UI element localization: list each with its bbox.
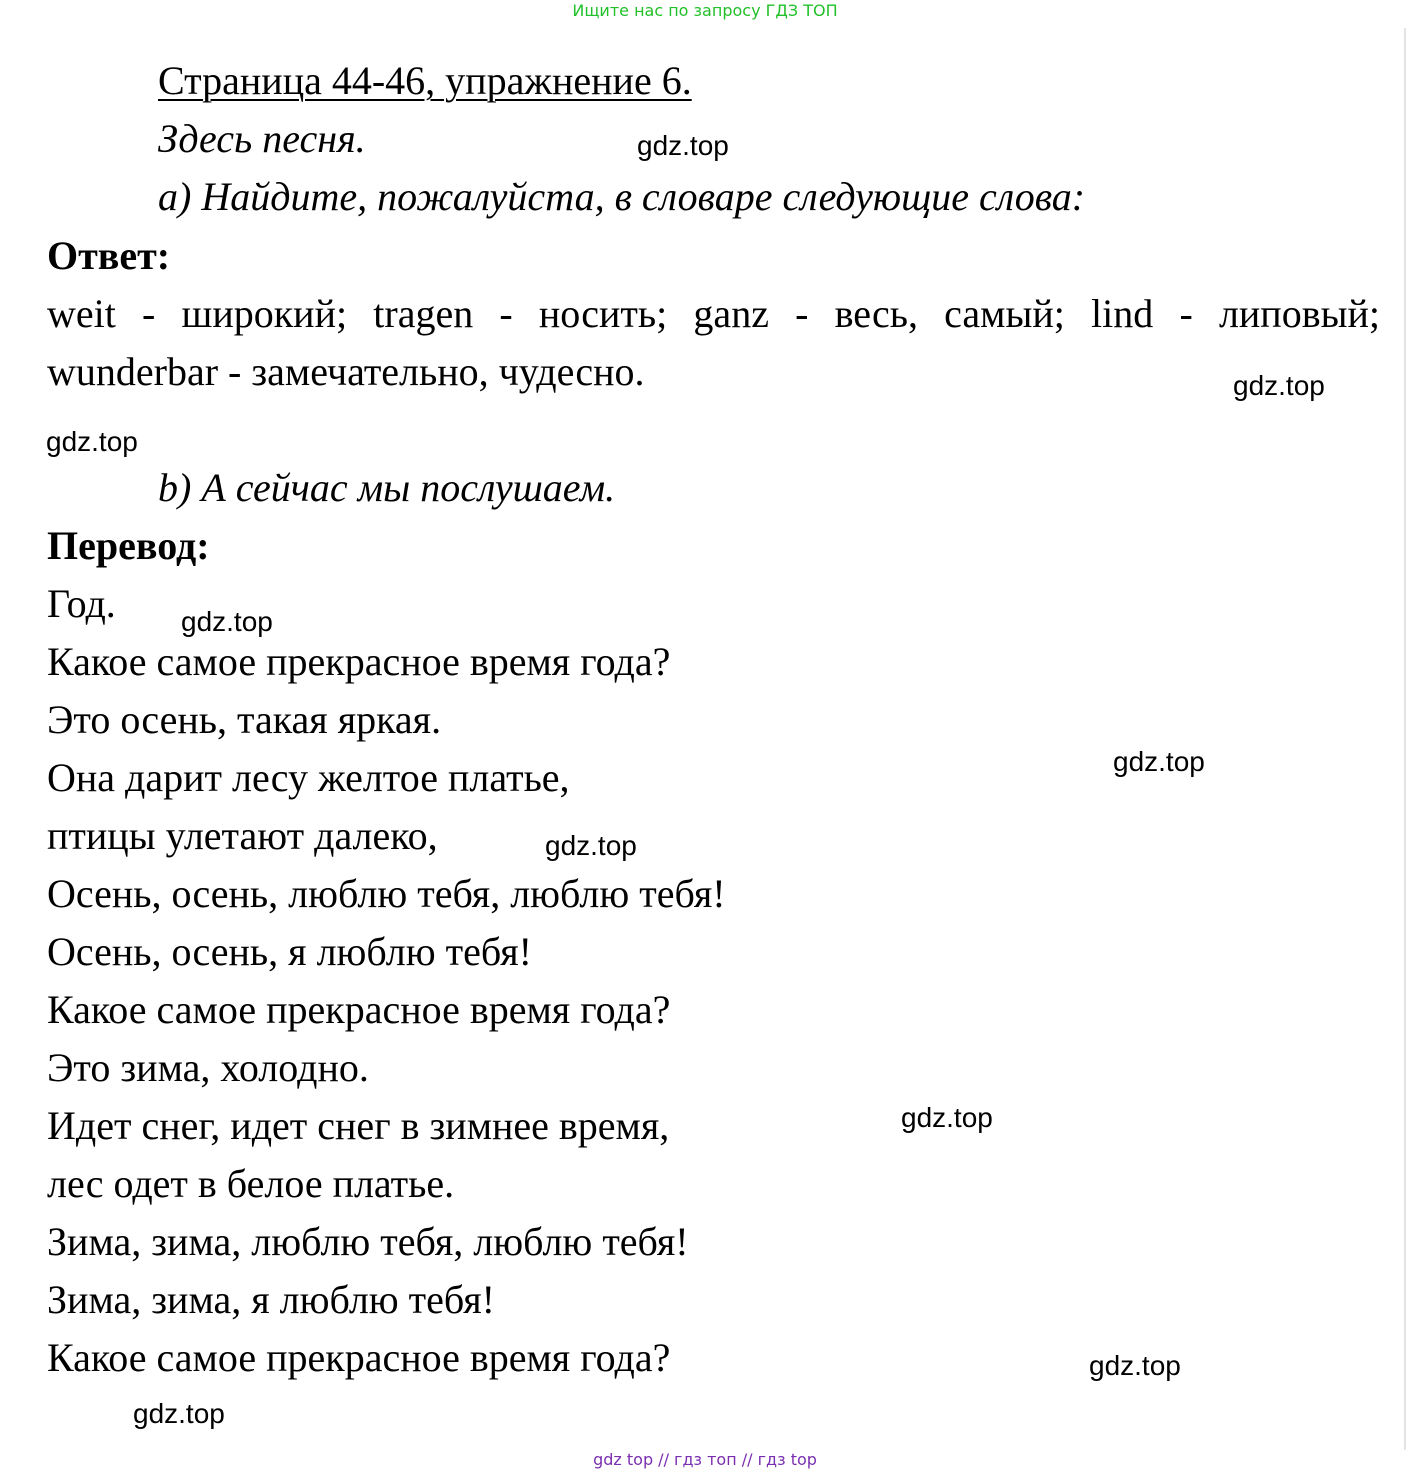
watermark: gdz.top xyxy=(545,830,637,861)
translation-heading: Перевод: xyxy=(47,523,210,568)
watermark: gdz.top xyxy=(637,130,729,161)
watermark: gdz.top xyxy=(1233,370,1325,401)
watermark: gdz.top xyxy=(133,1398,225,1429)
translation-line: Какое самое прекрасное время года? xyxy=(47,639,671,684)
translation-line: птицы улетают далеко, xyxy=(47,813,438,858)
translation-line: Какое самое прекрасное время года? xyxy=(47,987,671,1032)
watermark: gdz.top xyxy=(901,1102,993,1133)
task-a: a) Найдите, пожалуйста, в словаре следующие слова: xyxy=(158,174,1086,219)
watermark: gdz.top xyxy=(181,606,273,637)
translation-line: Зима, зима, люблю тебя, люблю тебя! xyxy=(47,1219,689,1264)
translation-line: Осень, осень, я люблю тебя! xyxy=(47,929,532,974)
translation-line: Она дарит лесу желтое платье, xyxy=(47,755,570,800)
translation-line: Какое самое прекрасное время года? xyxy=(47,1335,671,1380)
page-title: Страница 44-46, упражнение 6. xyxy=(158,58,692,103)
translation-line: Зима, зима, я люблю тебя! xyxy=(47,1277,495,1322)
footer: gdz top // гдз топ // гдз top xyxy=(593,1450,817,1469)
translation-line: Это осень, такая яркая. xyxy=(47,697,442,742)
watermark: gdz.top xyxy=(46,426,138,457)
answer-line: weit - широкий; tragen - носить; ganz - весь, самый; lind - липовый; xyxy=(47,291,1380,336)
task-b: b) А сейчас мы послушаем. xyxy=(158,465,616,510)
subtitle: Здесь песня. xyxy=(158,116,366,161)
answer-heading: Ответ: xyxy=(47,233,171,278)
translation-line: Год. xyxy=(47,581,116,626)
translation-line: лес одет в белое платье. xyxy=(47,1161,455,1206)
right-border-rule xyxy=(1404,28,1406,1450)
top-banner: Ищите нас по запросу ГДЗ ТОП xyxy=(572,1,838,20)
answer-line: wunderbar - замечательно, чудесно. xyxy=(47,349,645,394)
watermark: gdz.top xyxy=(1113,746,1205,777)
watermark: gdz.top xyxy=(1089,1350,1181,1381)
translation-line: Идет снег, идет снег в зимнее время, xyxy=(47,1103,670,1148)
translation-line: Это зима, холодно. xyxy=(47,1045,369,1090)
translation-line: Осень, осень, люблю тебя, люблю тебя! xyxy=(47,871,726,916)
